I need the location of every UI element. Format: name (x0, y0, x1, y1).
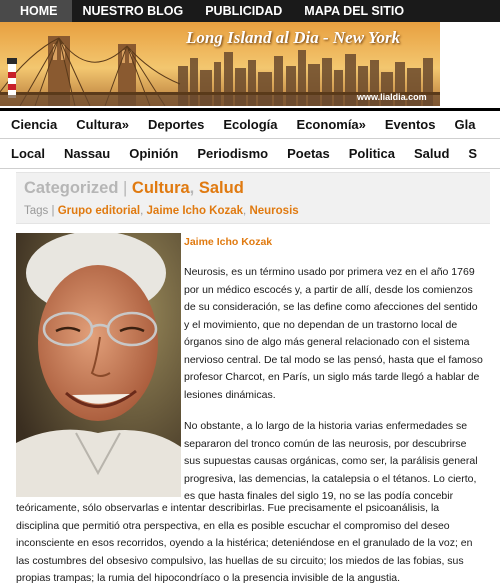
banner-blank-area (440, 22, 500, 106)
category-cultura-link[interactable]: Cultura (131, 179, 190, 197)
separator: | (51, 205, 55, 217)
text-line: las costumbres del obsesivo compulsivo, las huellas de su circuito; los miedos de las fobias, sus (16, 554, 464, 567)
text-line: de su consideración, se las define como afecciones del sentido (184, 301, 478, 313)
tags-line (24, 205, 299, 217)
portrait-image (16, 233, 181, 497)
nav-publicidad[interactable]: PUBLICIDAD (205, 4, 283, 18)
category-link[interactable]: Opinión (129, 146, 179, 161)
text-line: teóricamente, sólo observarlas e intentar describirlas. Fue precisamente el psicoanálisis, la (16, 502, 440, 514)
nav-mapa-del-sitio[interactable]: MAPA DEL SITIO (304, 4, 405, 18)
tag-link[interactable]: Grupo editorial (57, 205, 141, 217)
category-link[interactable]: Economía» (296, 117, 366, 132)
text-line: Neurosis, es un término usado por primera vez en el año 1769 (184, 266, 475, 278)
category-nav-primary (0, 108, 500, 139)
top-navigation (0, 0, 500, 22)
nav-home[interactable]: HOME (0, 0, 72, 22)
category-link[interactable]: Nassau (63, 146, 111, 161)
author-photo (16, 233, 181, 497)
category-link[interactable]: Politica (348, 146, 396, 161)
author-name: Jaime Icho Kozak (184, 236, 273, 248)
tag-link[interactable]: Jaime Icho Kozak (146, 205, 244, 217)
text-line: progresiva, las demencias, la catalepsia o el tétanos. Lo cierto, (184, 472, 477, 485)
category-link[interactable]: Deportes (147, 117, 205, 132)
tags-label: Tags (24, 205, 49, 217)
categorized-label: Categorized (24, 179, 119, 197)
text-line: órganos sino de algo más general relacionado con el sistema (184, 336, 470, 348)
text-line: sus supuestas causas orgánicas, como ser, la parálisis general (184, 455, 478, 467)
article-paragraph-2-continued (16, 500, 496, 588)
category-link[interactable]: Periodismo (197, 146, 269, 161)
nav-nuestro-blog[interactable]: NUESTRO BLOG (82, 4, 184, 18)
category-salud-link[interactable]: Salud (198, 179, 244, 197)
banner-url: www.lialdia.com (357, 92, 427, 102)
text-line: nervioso central. De tal modo se las pensó, hasta que el famoso (184, 353, 483, 366)
category-link[interactable]: Poetas (287, 146, 330, 161)
category-link[interactable]: Local (11, 146, 45, 161)
text-line: es que hasta finales del siglo 19, no se las podía concebir (184, 490, 454, 502)
text-line: inconsciente en esos recorridos, oyendo a la histérica; deteniéndose en el granulado de la voz; en (16, 537, 473, 549)
article-paragraph-1 (184, 264, 494, 404)
categorized-line (24, 179, 244, 198)
tag-link[interactable]: Neurosis (249, 205, 299, 217)
text-line: profesor Charcot, en París, un siglo más tarde llegó a hablar de (184, 371, 480, 383)
comma: , (243, 205, 247, 217)
article-paragraph-2 (184, 418, 494, 506)
text-line: separaron del tronco común de las neurosis, por descubrirse (184, 437, 467, 450)
post-meta-box (16, 172, 490, 224)
text-line: disciplina que permitió otra perspectiva, en ella es posible escuchar el compromiso del deseo (16, 519, 450, 532)
text-line: propias trampas; la rumia del hipocondríaco o la presencia invisible de la angustia. (16, 572, 401, 584)
category-link[interactable]: Salud (414, 146, 450, 161)
separator: | (123, 179, 128, 197)
site-banner[interactable] (0, 22, 440, 106)
category-link[interactable]: S (468, 146, 478, 161)
text-line: No obstante, a lo largo de la historia varias enfermedades se (184, 420, 468, 432)
category-link[interactable]: Eventos (384, 117, 436, 132)
text-line: lesiones dinámicas. (184, 388, 276, 401)
category-nav-secondary (0, 139, 500, 169)
comma: , (140, 205, 144, 217)
category-link[interactable]: Gla (454, 117, 476, 132)
comma: , (189, 179, 195, 197)
category-link[interactable]: Ciencia (11, 117, 58, 132)
category-link[interactable]: Cultura» (76, 117, 129, 132)
category-link[interactable]: Ecología (223, 117, 278, 132)
text-line: por un médico escocés y, a partir de allí, desde los comienzos (184, 283, 473, 296)
banner-title: Long Island al Dia - New York (186, 28, 401, 47)
text-line: y el movimiento, que no dependan de un trastorno local de (184, 318, 458, 331)
